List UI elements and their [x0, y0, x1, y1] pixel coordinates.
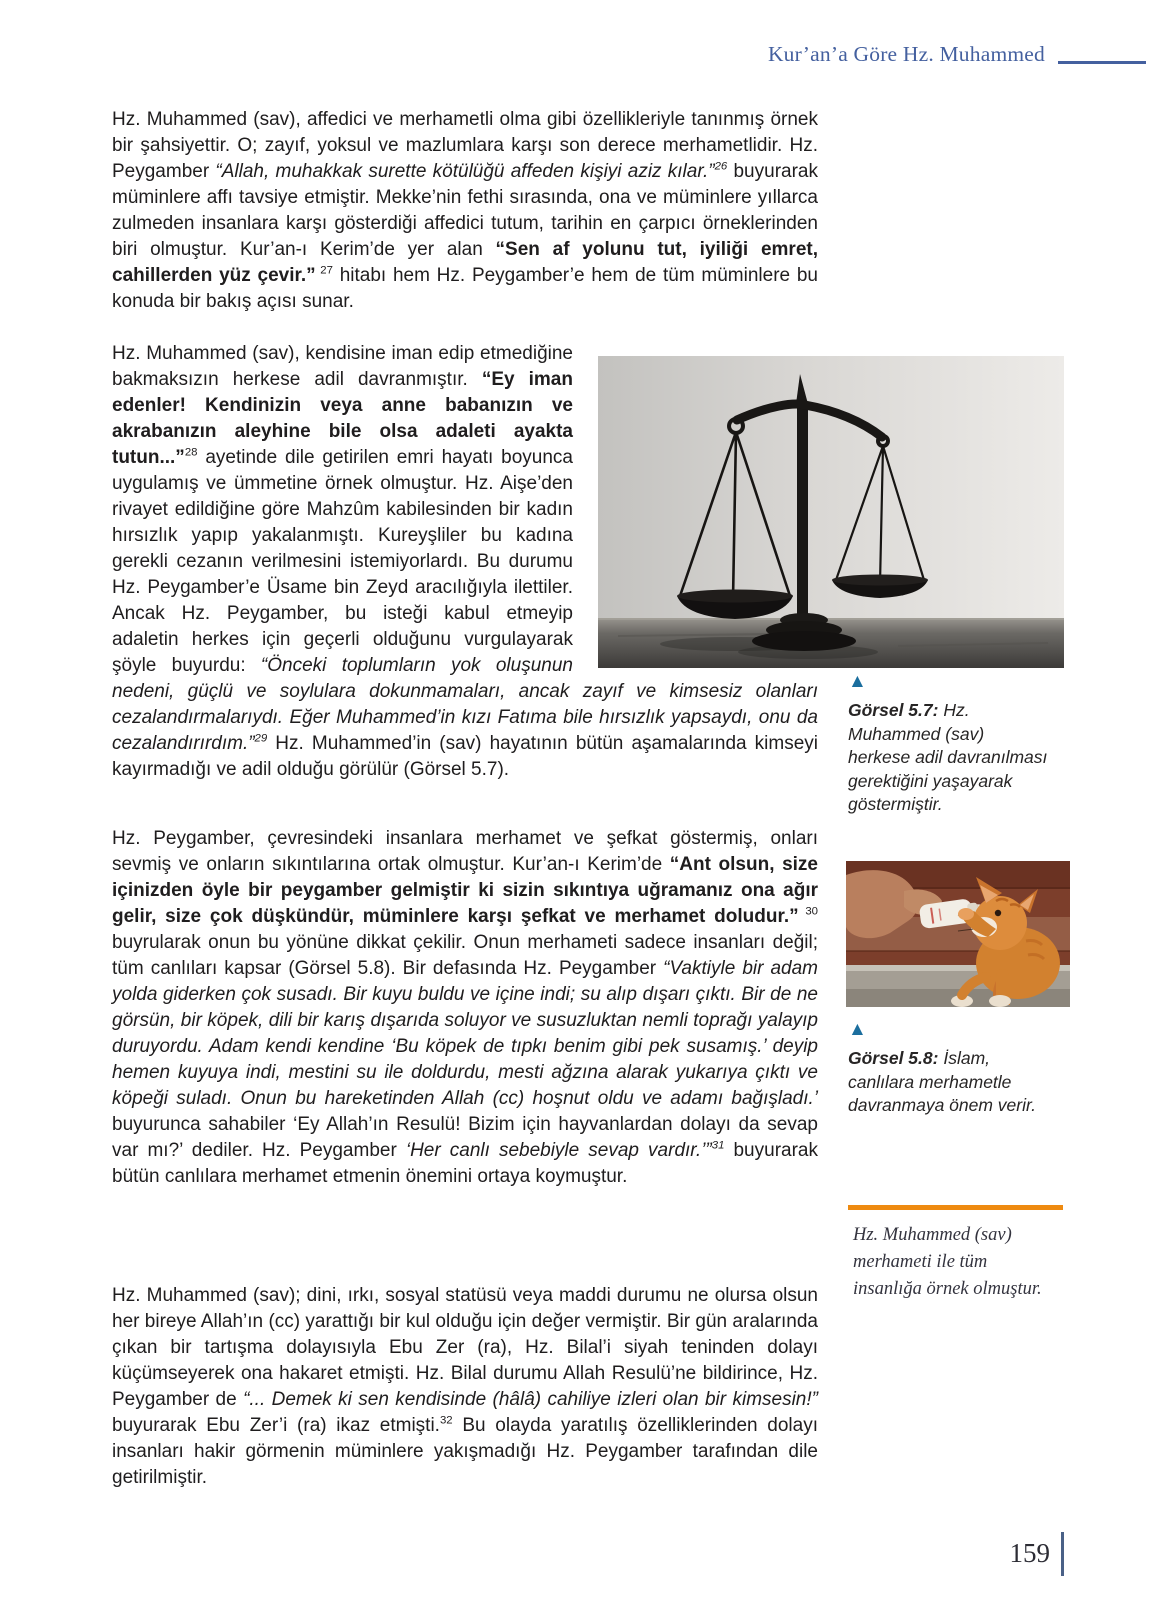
text-run: 30: [798, 905, 818, 918]
caption-text: [848, 699, 1048, 817]
text-run: Görsel 5.8:: [848, 1048, 939, 1068]
text-run: ayetinde dile getirilen emri hayatı boyunca uygulamış ve ümmetine örnek olmuştur. Hz. Aişe’den rivayet edildiğine göre Mahzûm kabilesinden bir kadın hırsızlık yapıp yakalanmıştı. Kureyşliler bu kadına gerekli cezanın verilmesini istemiyorlardı. Bu durumu Hz. Peygamber’e Üsame bin Zeyd aracılığıyla ilettiler. Ancak Hz. Peygamber, bu isteği kabul etmeyip adaletin herkes için geçerli olduğunu vurgulayarak şöyle buyurdu:: [112, 447, 573, 676]
text-run: 29: [254, 732, 268, 745]
text-run: buyrularak onun bu yönüne dikkat çekilir. Onun merhameti sadece insanları değil; tüm canlıları kapsar (Görsel 5.8). Bir defasında Hz. Peygamber: [112, 932, 818, 979]
text-run: Hz. Muhammed’in (sav) hayatının bütün aşamalarında kimseyi kayırmadığı ve adil olduğu görülür (Görsel 5.7).: [112, 733, 818, 780]
text-run: Hz. Muhammed (sav) herkese adil davranılması gerektiğini yaşayarak göstermiştir.: [848, 700, 1048, 814]
paragraph-text: [112, 109, 818, 312]
paragraph-text: [112, 828, 818, 1187]
paragraph-forgiveness: [112, 107, 818, 315]
text-run: hitabı hem Hz. Peygamber’e hem de tüm müminlere bu konuda bir bakış açısı sunar.: [112, 265, 818, 312]
text-run: “Ey iman edenler! Kendinizin veya anne babanızın ve akrabanızın aleyhine bile olsa adaleti ayakta tutun...”: [112, 369, 573, 468]
text-run: “... Demek ki sen kendisinde (hâlâ) cahiliye izleri olan bir kimsesin!”: [243, 1389, 818, 1410]
text-run: “Sen af yolunu tut, iyiliği emret, cahillerden yüz çevir.”: [112, 239, 818, 286]
text-run: “Ant olsun, size içinizden öyle bir peygamber gelmiştir ki sizin sıkıntıya uğramanız ona ağır gelir, size çok düşkündür, müminlere karşı şefkat ve merhamet doludur.”: [112, 854, 818, 927]
text-run: İslam, canlılara merhametle davranmaya önem verir.: [848, 1048, 1037, 1115]
text-run: Hz. Muhammed (sav), affedici ve merhametli olma gibi özellikleriyle tanınmış örnek bir şahsiyettir. O; zayıf, yoksul ve mazlumlara karşı son derece merhametlidir. Hz. Peygamber: [112, 109, 818, 182]
text-run: Hz. Peygamber, çevresindeki insanlara merhamet ve şefkat göstermiş, onları sevmiş ve onların sıkıntılarına ortak olmuştur. Kur’an-ı Kerim’de: [112, 828, 818, 875]
text-run: 28: [184, 446, 198, 459]
text-run: “Allah, muhakkak surette kötülüğü affeden kişiyi aziz kılar.”: [215, 161, 715, 182]
figure-marker-triangle-icon: ▲: [848, 1019, 867, 1040]
figure-caption-5-7: [848, 672, 1048, 817]
kitten-bottle-feeding-photo: [846, 861, 1070, 1007]
text-run: Hz. Muhammed (sav); dini, ırkı, sosyal statüsü veya maddi durumu ne olursa olsun her bireye Allah’ın (cc) yarattığı bir kul olduğu için değer vermiştir. Bir gün aralarında çıkan bir tartışma dolayısıyla Ebu Zer (ra), Hz. Bilal’i siyah teninden dolayı küçümseyerek ona hakaret etmişti. Hz. Bilal durumu Allah Resulü’ne bildirince, Hz. Peygamber de: [112, 1285, 818, 1410]
text-run: buyurunca sahabiler ‘Ey Allah’ın Resulü! Bizim için hayvanlardan dolayı da sevap var mı?’ dediler. Hz. Peygamber: [112, 1114, 818, 1161]
text-run: ‘Her canlı sebebiyle sevap vardır.’”: [405, 1140, 712, 1161]
figure-marker-triangle-icon: ▲: [848, 671, 867, 692]
page-number-rule: [1061, 1532, 1064, 1576]
text-run: Bu olayda yaratılış özelliklerinden dolayı insanları hakir görmenin müminlere yakışmadığı Hz. Peygamber tarafından dile getirilmiştir.: [112, 1415, 818, 1488]
kitten-feeding-illustration: [846, 861, 1070, 1007]
sidebar-accent-rule: [848, 1205, 1063, 1210]
page-number: 159: [1009, 1538, 1050, 1568]
text-run: 26: [714, 160, 728, 173]
text-run: “Vaktiyle bir adam yolda giderken çok susadı. Bir kuyu buldu ve içine indi; su alıp dışarı çıktı. Bir de ne görsün, bir köpek, dili bir karış dışarıda soluyor ve susuzluktan nemli toprağı yalayıp duruyordu. Adam kendi kendine ‘Bu köpek de tıpkı benim gibi pek susamış.’ deyip hemen kuyuya indi, mestini su ile doldurdu, mesti ağzına alarak yukarıya çıktı ve köpeği suladı. Onun bu hareketinden Allah (cc) hoşnut oldu ve adamı bağışladı.’: [112, 958, 818, 1109]
text-run: Görsel 5.7:: [848, 700, 939, 720]
figure-caption-5-8: [848, 1020, 1048, 1118]
page-header-title: Kur’an’a Göre Hz. Muhammed: [767, 42, 1045, 66]
text-run: 27: [315, 264, 333, 277]
text-run: “Önceki toplumların yok oluşunun nedeni, güçlü ve soylulara dokunmamaları, ancak zayıf ve kimsesiz olanları cezalandırmalarıydı. Eğer Muhammed’in kızı Fatıma bile hırsızlık yapsaydı, onu da cezalandırırdım.”: [112, 655, 818, 754]
text-run: buyurarak bütün canlılara merhamet etmenin önemini ortaya koymuştur.: [112, 1140, 818, 1187]
paragraph-mercy: [112, 826, 818, 1190]
text-run: buyurarak müminlere affı tavsiye etmiştir. Mekke’nin fethi sırasında, ona ve müminlere yıllarca zulmeden insanlara karşı gösterdiği affedici tutum, tarihin en çarpıcı örneklerinden biri olmuştur. Kur’an-ı Kerim’de yer alan: [112, 161, 818, 260]
balance-scale-illustration: [598, 356, 1064, 668]
caption-text: [848, 1047, 1048, 1118]
header-rule: [1058, 61, 1146, 64]
text-run: buyurarak Ebu Zer’i (ra) ikaz etmişti.: [112, 1415, 440, 1436]
paragraph-text: [112, 1285, 818, 1488]
balance-scale-photo: [598, 356, 1064, 668]
text-run: 31: [711, 1139, 725, 1152]
text-run: 32: [439, 1414, 453, 1427]
text-run: Hz. Muhammed (sav), kendisine iman edip etmediğine bakmaksızın herkese adil davranmıştır.: [112, 343, 573, 390]
paragraph-equality: [112, 1283, 818, 1491]
sidebar-quote: Hz. Muhammed (sav) merhameti ile tüm insanlığa örnek olmuştur.: [853, 1225, 1042, 1299]
